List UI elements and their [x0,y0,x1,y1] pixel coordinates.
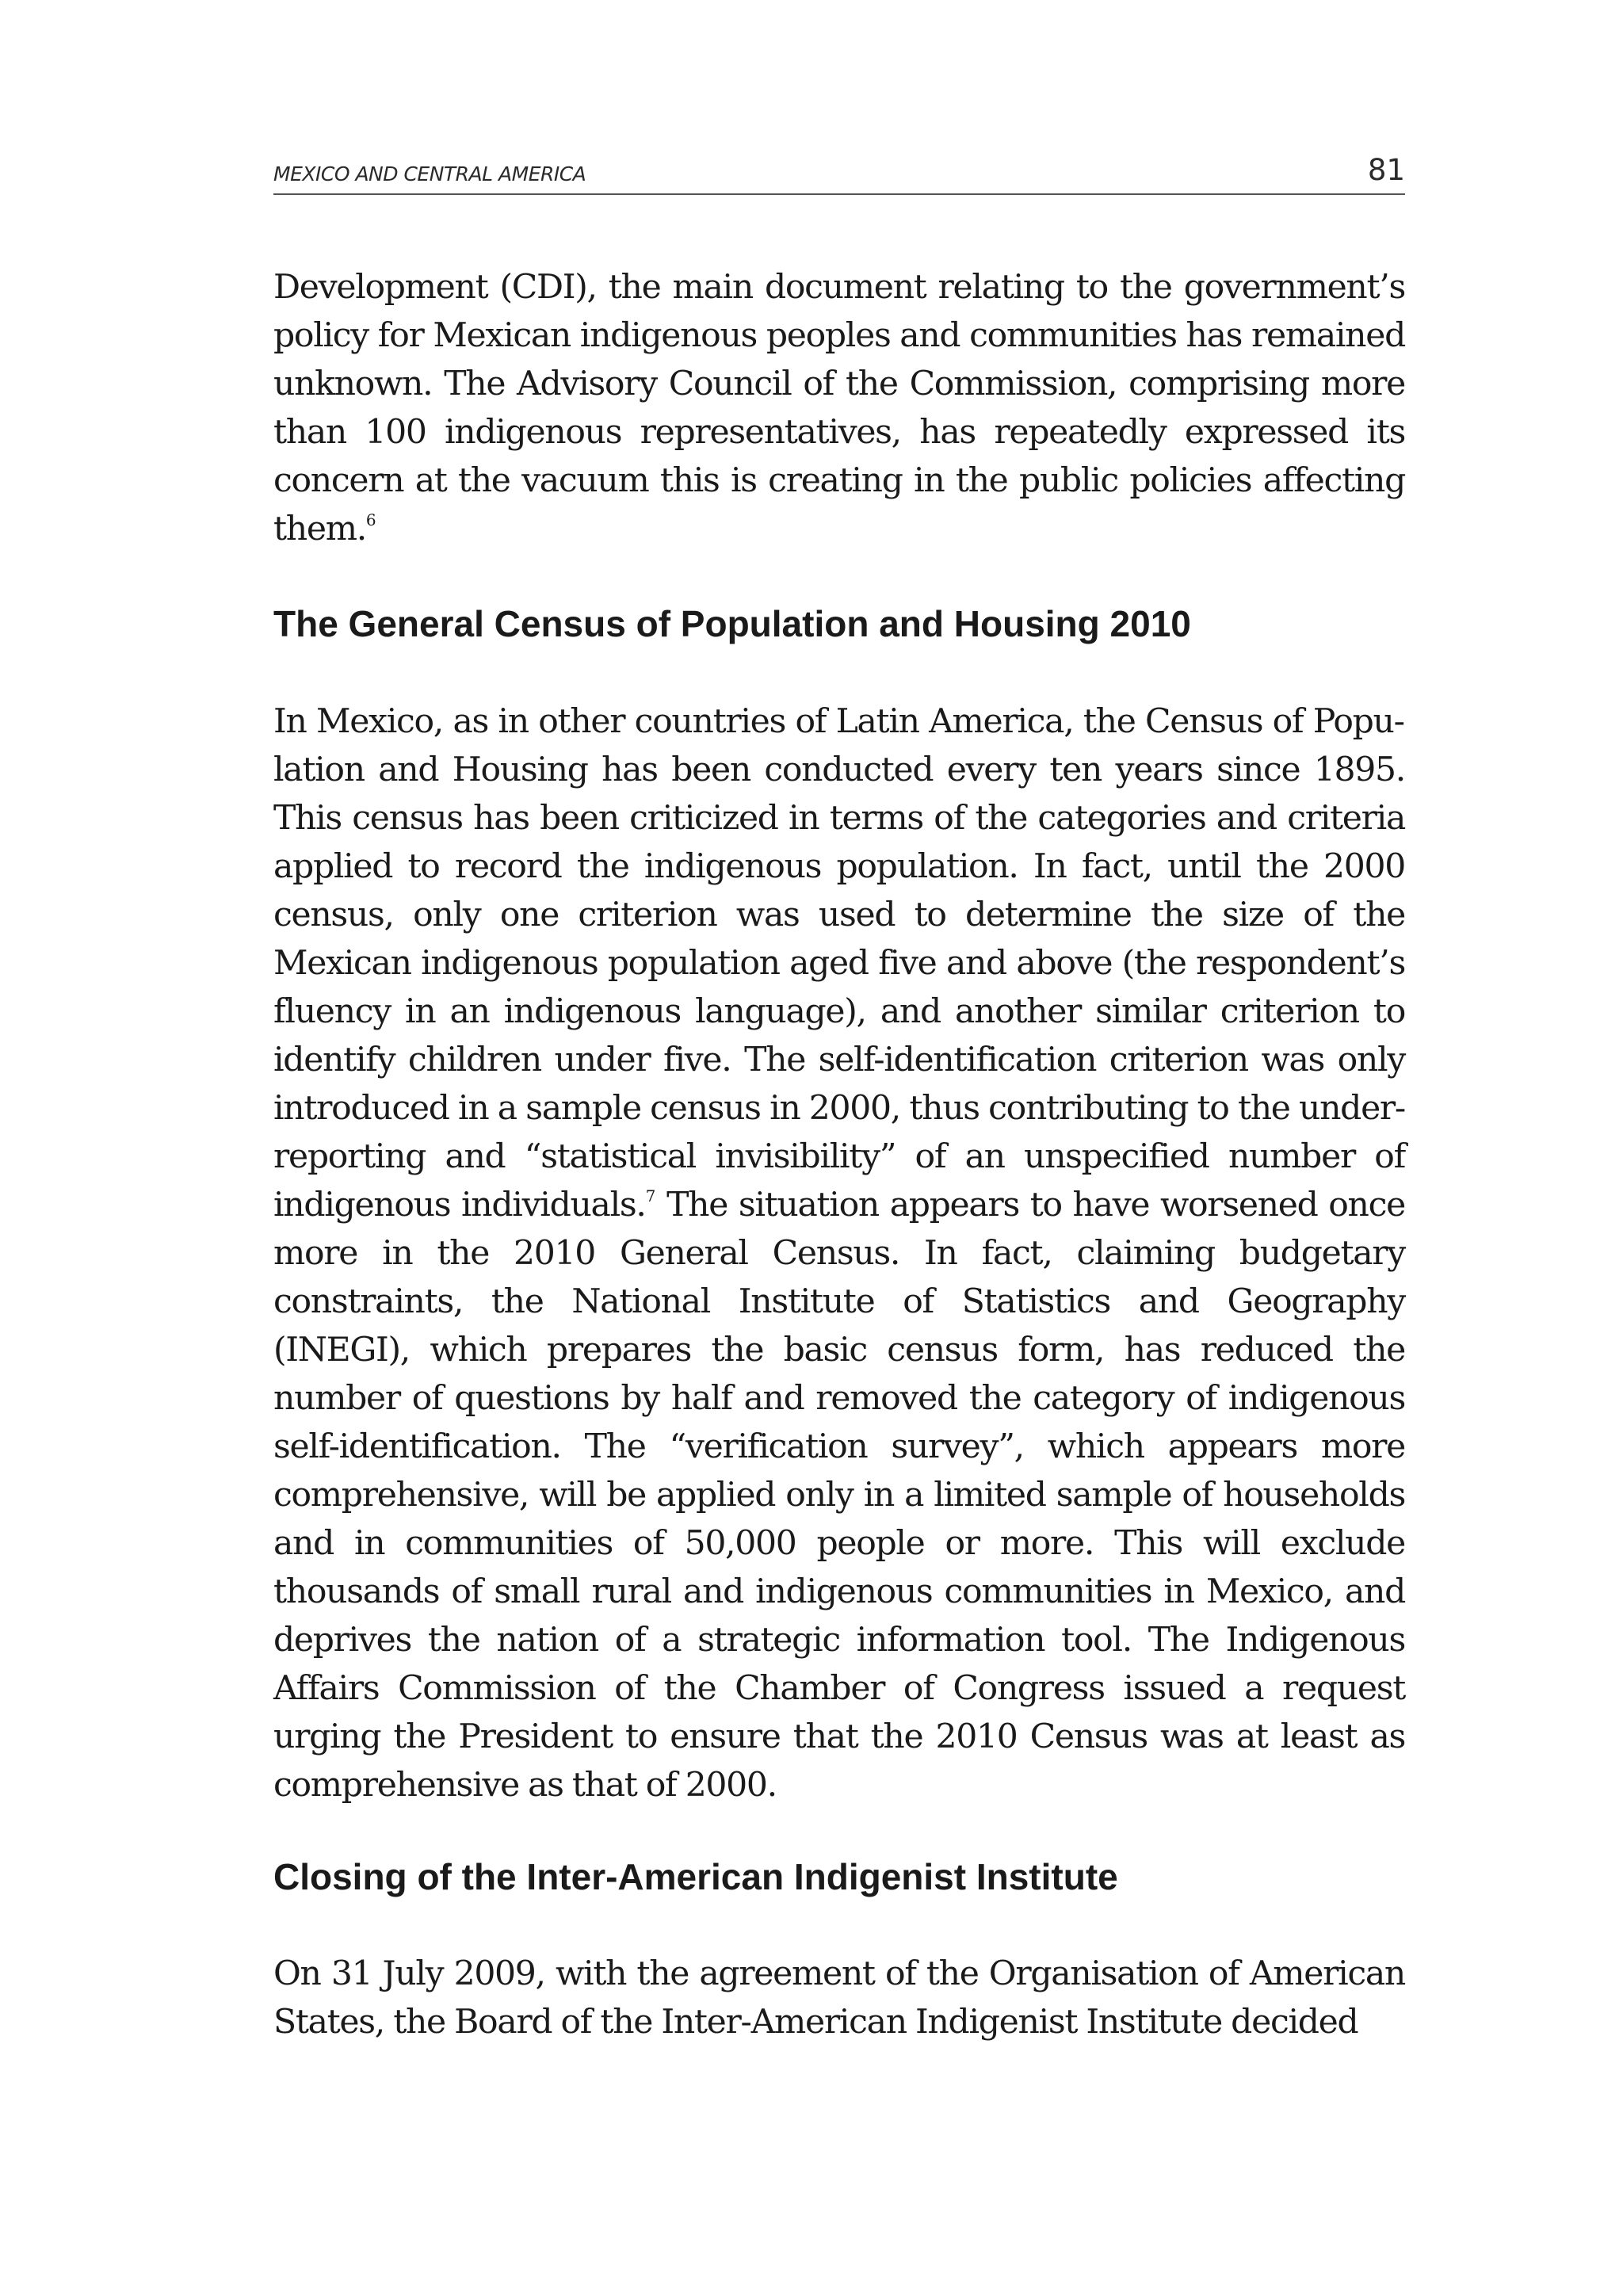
running-header [273,149,1405,195]
paragraph-census-text-b: The situation appears to have worsened once more in the 2010 General Census. In fact, claiming budgetary constraints, the National Institute of Statistics and Geography (INEGI), which prepares the basic census form, has reduced the number of questions by half and removed the category of indigenous self-identification. The “verification survey”, which appears more comprehensive, will be applied only in a limited sample of households and in communities of 50,000 people or more. This will exclude thousands of small rural and indigenous communities in Mexico, and deprives the nation of a strategic information tool. The Indigenous Affairs Commission of the Chamber of Congress issued a request urging the President to ensure that the 2010 Census was at least as comprehensive as that of 2000. [273,1186,1405,1805]
running-title: MEXICO AND CENTRAL AMERICA [273,162,586,185]
footnote-ref-6: 6 [365,510,376,529]
paragraph-institute [273,1950,1405,2046]
paragraph-census [273,697,1405,1809]
section-heading-census: The General Census of Population and Housing 2010 [273,603,1191,644]
section-heading-institute: Closing of the Inter-American Indigenist Institute [273,1856,1118,1897]
paragraph-intro [273,263,1405,553]
paragraph-intro-text: Development (CDI), the main document relating to the government’s policy for Mexican indigenous peoples and communities has remained unknown. The Advisory Council of the Commission, comprising more than 100 indigenous representatives, has repeatedly expressed its concern at the vacuum this is creating in the public policies affecting them. [273,268,1405,548]
paragraph-institute-text: On 31 July 2009, with the agreement of the Organisation of American States, the Board of the Inter-American Indigenist Institute decided [273,1954,1405,2042]
paragraph-census-text-a: In Mexico, as in other countries of Latin America, the Census of Population and Housing has been conducted every ten years since 1895. This census has been criticized in terms of the categories and criteria applied to record the indigenous population. In fact, until the 2000 census, only one criterion was used to determine the size of the Mexican indigenous population aged five and above (the respondent’s fluency in an indigenous language), and another similar criterion to identify children under five. The self-identification criterion was only introduced in a sample census in 2000, thus contributing to the under-reporting and “statistical invisibility” of an unspecified number of indigenous individuals. [273,702,1405,1224]
page-number: 81 [1367,153,1405,187]
document-page [273,0,1405,2296]
footnote-ref-7: 7 [645,1186,656,1205]
